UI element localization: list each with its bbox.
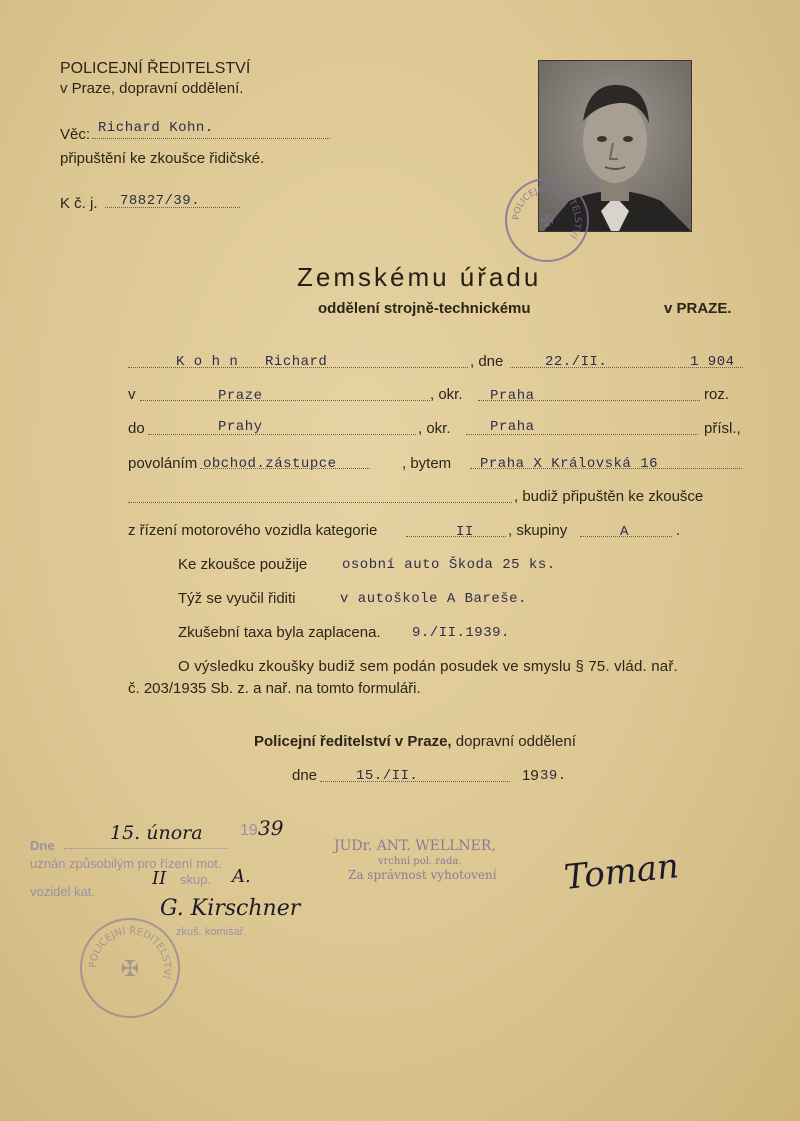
group-value: A: [620, 524, 629, 540]
date-label: dne: [292, 767, 318, 784]
addressee-department: oddělení strojně-technickému: [318, 300, 531, 317]
exam-line3-label: vozidel kat.: [30, 884, 96, 899]
authority-line2: v Praze, dopravní oddělení.: [60, 80, 244, 97]
year-prefix: 19: [522, 767, 539, 784]
subject-value: Richard Kohn.: [98, 120, 214, 136]
exam-skup-hand: A.: [232, 866, 251, 887]
signature-authority: [254, 733, 576, 750]
signature-authority-rest: dopravní oddělení: [455, 733, 576, 750]
exam-category-hand: II: [152, 868, 167, 889]
photo-round-stamp: [505, 178, 589, 262]
exam-date-hand: 15. února: [110, 822, 203, 844]
vehicle-value: osobní auto Škoda 25 ks.: [342, 557, 556, 573]
subject-line2: připuštění ke zkoušce řidičské.: [60, 150, 265, 167]
addressee-title: Zemskému úřadu: [297, 262, 542, 292]
vehicle-label: Ke zkoušce použije: [178, 556, 308, 573]
exam-line2: uznán způsobilým pro řízení mot.: [30, 856, 222, 871]
category-value: II: [456, 524, 474, 540]
photo-stamp-mark: ✠: [540, 213, 554, 230]
subject-dotline: [92, 138, 330, 139]
exam-year-prefix: 19: [240, 822, 258, 839]
year-value: 39.: [540, 768, 567, 784]
born-label: , dne: [470, 353, 504, 370]
ref-value: 78827/39.: [120, 193, 201, 209]
official-signature: Toman: [562, 846, 681, 898]
birth-district: Praha: [490, 388, 535, 404]
v-label: v: [128, 386, 136, 403]
do-label: do: [128, 420, 145, 437]
prisl-label: přísl.,: [704, 420, 741, 437]
fee-value: 9./II.1939.: [412, 625, 510, 641]
born-year: 1 904: [690, 354, 735, 370]
address-value: Praha X Královská 16: [480, 456, 659, 472]
occupation-label: povoláním: [128, 455, 198, 472]
school-value: v autoškole A Bareše.: [340, 591, 527, 607]
ref-dotline: [105, 207, 240, 208]
commissioner-label: zkuš. komisař.: [176, 926, 247, 938]
result-line2: č. 203/1935 Sb. z. a nař. na tomto formuláři.: [128, 680, 421, 697]
residence-dotline: [148, 434, 416, 435]
exam-dne-label: Dne: [30, 838, 55, 853]
blank-dotline: [128, 502, 512, 503]
photo-stamp-text: POLICEJNÍ ŘEDITELSTVÍ: [511, 184, 583, 240]
addressee-city: v PRAZE.: [664, 300, 732, 317]
result-line1: O výsledku zkoušky budiž sem podán posudek ve smyslu § 75. vlád. nař.: [178, 658, 678, 675]
signature-authority-bold: Policejní ředitelství v Praze,: [254, 733, 452, 750]
examiner-signature: G. Kirschner: [160, 896, 301, 921]
exam-date-dotline: [64, 848, 228, 849]
okr-label: , okr.: [430, 386, 463, 403]
roz-label: roz.: [704, 386, 730, 403]
bottom-stamp-text: POLICEJNÍ ŘEDITELSTVÍ: [87, 925, 173, 980]
exam-year-hand: 39: [258, 816, 284, 840]
okr-label-2: , okr.: [418, 420, 451, 437]
exam-skup-label: skup.: [180, 872, 212, 887]
group-label: , skupiny: [508, 522, 568, 539]
authority-line1: POLICEJNÍ ŘEDITELSTVÍ: [60, 60, 251, 77]
subject-label: Věc:: [60, 126, 91, 143]
category-period: .: [676, 522, 681, 539]
name-value: K o h n Richard: [176, 354, 328, 370]
category-text: z řízení motorového vozidla kategorie: [128, 522, 378, 539]
date-value: 15./II.: [356, 768, 419, 784]
stamp-right-line1: JUDr. ANT. WELLNER,: [334, 838, 496, 854]
bottom-stamp-mark: ✠: [120, 956, 140, 981]
admitted-text: , budiž připuštěn ke zkoušce: [514, 488, 704, 505]
stamp-right-line3: Za správnost vyhotovení: [348, 868, 497, 882]
birthplace-dotline: [140, 400, 430, 401]
bytem-label: , bytem: [402, 455, 452, 472]
residence-district: Praha: [490, 419, 535, 435]
born-date: 22./II.: [545, 354, 608, 370]
fee-label: Zkušební taxa byla zaplacena.: [178, 624, 381, 641]
bottom-round-stamp: [80, 918, 180, 1018]
residence-to: Prahy: [218, 419, 263, 435]
stamp-right-line2: vrchní pol. rada.: [378, 856, 462, 867]
ref-label: K č. j.: [60, 195, 98, 212]
occupation-value: obchod.zástupce: [203, 456, 337, 472]
school-label: Týž se vyučil řiditi: [178, 590, 296, 607]
birthplace-value: Praze: [218, 388, 263, 404]
